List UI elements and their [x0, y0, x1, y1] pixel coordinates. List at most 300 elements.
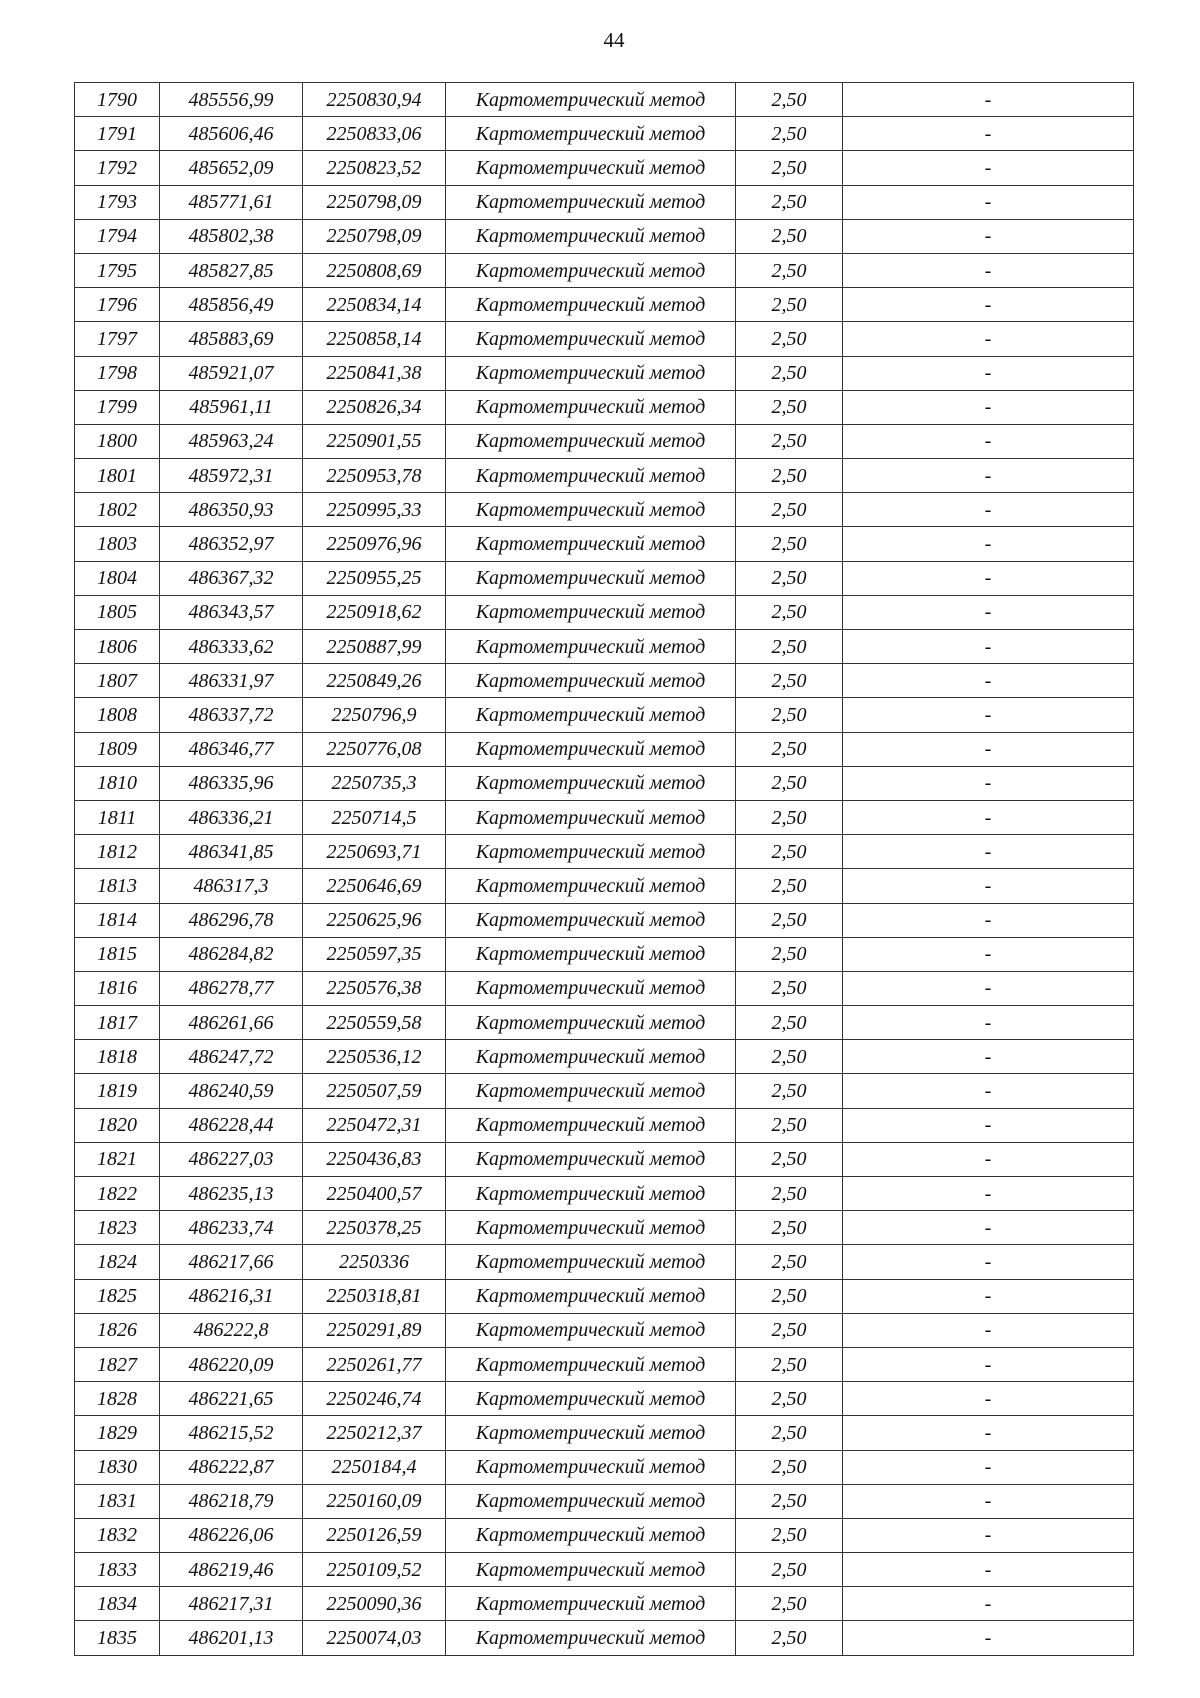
x-coordinate-cell: 485606,46: [160, 117, 303, 151]
description-cell: -: [843, 800, 1134, 834]
description-cell: -: [843, 424, 1134, 458]
point-number-cell: 1815: [75, 937, 160, 971]
point-number-cell: 1805: [75, 595, 160, 629]
method-cell: Картометрический метод: [446, 117, 736, 151]
y-coordinate-cell: 2250536,12: [303, 1040, 446, 1074]
accuracy-cell: 2,50: [736, 83, 843, 117]
accuracy-cell: 2,50: [736, 1108, 843, 1142]
accuracy-cell: 2,50: [736, 459, 843, 493]
x-coordinate-cell: 485556,99: [160, 83, 303, 117]
accuracy-cell: 2,50: [736, 1450, 843, 1484]
x-coordinate-cell: 485883,69: [160, 322, 303, 356]
method-cell: Картометрический метод: [446, 732, 736, 766]
method-cell: Картометрический метод: [446, 698, 736, 732]
x-coordinate-cell: 486296,78: [160, 903, 303, 937]
table-row: [75, 937, 1134, 971]
accuracy-cell: 2,50: [736, 1484, 843, 1518]
description-cell: -: [843, 356, 1134, 390]
x-coordinate-cell: 486215,52: [160, 1416, 303, 1450]
method-cell: Картометрический метод: [446, 1040, 736, 1074]
y-coordinate-cell: 2250400,57: [303, 1177, 446, 1211]
point-number-cell: 1825: [75, 1279, 160, 1313]
table-row: [75, 1074, 1134, 1108]
x-coordinate-cell: 486217,31: [160, 1587, 303, 1621]
table-row: [75, 527, 1134, 561]
y-coordinate-cell: 2250976,96: [303, 527, 446, 561]
point-number-cell: 1827: [75, 1347, 160, 1381]
accuracy-cell: 2,50: [736, 732, 843, 766]
x-coordinate-cell: 485963,24: [160, 424, 303, 458]
y-coordinate-cell: 2250995,33: [303, 493, 446, 527]
x-coordinate-cell: 485856,49: [160, 288, 303, 322]
point-number-cell: 1795: [75, 253, 160, 287]
method-cell: Картометрический метод: [446, 1211, 736, 1245]
accuracy-cell: 2,50: [736, 766, 843, 800]
table-row: [75, 1177, 1134, 1211]
y-coordinate-cell: 2250849,26: [303, 664, 446, 698]
x-coordinate-cell: 486240,59: [160, 1074, 303, 1108]
description-cell: -: [843, 1450, 1134, 1484]
method-cell: Картометрический метод: [446, 1177, 736, 1211]
accuracy-cell: 2,50: [736, 185, 843, 219]
y-coordinate-cell: 2250212,37: [303, 1416, 446, 1450]
point-number-cell: 1791: [75, 117, 160, 151]
description-cell: -: [843, 322, 1134, 356]
x-coordinate-cell: 486278,77: [160, 971, 303, 1005]
description-cell: -: [843, 459, 1134, 493]
method-cell: Картометрический метод: [446, 1142, 736, 1176]
y-coordinate-cell: 2250796,9: [303, 698, 446, 732]
description-cell: -: [843, 1518, 1134, 1552]
description-cell: -: [843, 698, 1134, 732]
table-row: [75, 971, 1134, 1005]
y-coordinate-cell: 2250318,81: [303, 1279, 446, 1313]
y-coordinate-cell: 2250160,09: [303, 1484, 446, 1518]
method-cell: Картометрический метод: [446, 151, 736, 185]
x-coordinate-cell: 486343,57: [160, 595, 303, 629]
description-cell: -: [843, 1382, 1134, 1416]
x-coordinate-cell: 485961,11: [160, 390, 303, 424]
accuracy-cell: 2,50: [736, 1040, 843, 1074]
y-coordinate-cell: 2250798,09: [303, 219, 446, 253]
y-coordinate-cell: 2250625,96: [303, 903, 446, 937]
point-number-cell: 1812: [75, 835, 160, 869]
table-row: [75, 630, 1134, 664]
table-row: [75, 698, 1134, 732]
x-coordinate-cell: 485771,61: [160, 185, 303, 219]
point-number-cell: 1823: [75, 1211, 160, 1245]
accuracy-cell: 2,50: [736, 1279, 843, 1313]
description-cell: -: [843, 835, 1134, 869]
y-coordinate-cell: 2250090,36: [303, 1587, 446, 1621]
point-number-cell: 1793: [75, 185, 160, 219]
x-coordinate-cell: 486367,32: [160, 561, 303, 595]
accuracy-cell: 2,50: [736, 493, 843, 527]
accuracy-cell: 2,50: [736, 698, 843, 732]
description-cell: -: [843, 937, 1134, 971]
x-coordinate-cell: 485972,31: [160, 459, 303, 493]
description-cell: -: [843, 1040, 1134, 1074]
y-coordinate-cell: 2250858,14: [303, 322, 446, 356]
point-number-cell: 1816: [75, 971, 160, 1005]
accuracy-cell: 2,50: [736, 595, 843, 629]
y-coordinate-cell: 2250261,77: [303, 1347, 446, 1381]
x-coordinate-cell: 486222,87: [160, 1450, 303, 1484]
method-cell: Картометрический метод: [446, 766, 736, 800]
x-coordinate-cell: 486217,66: [160, 1245, 303, 1279]
method-cell: Картометрический метод: [446, 288, 736, 322]
method-cell: Картометрический метод: [446, 356, 736, 390]
y-coordinate-cell: 2250887,99: [303, 630, 446, 664]
accuracy-cell: 2,50: [736, 937, 843, 971]
description-cell: -: [843, 1211, 1134, 1245]
table-row: [75, 903, 1134, 937]
point-number-cell: 1822: [75, 1177, 160, 1211]
description-cell: -: [843, 1553, 1134, 1587]
description-cell: -: [843, 253, 1134, 287]
table-row: [75, 1450, 1134, 1484]
description-cell: -: [843, 664, 1134, 698]
accuracy-cell: 2,50: [736, 424, 843, 458]
point-number-cell: 1799: [75, 390, 160, 424]
point-number-cell: 1809: [75, 732, 160, 766]
method-cell: Картометрический метод: [446, 869, 736, 903]
accuracy-cell: 2,50: [736, 1416, 843, 1450]
x-coordinate-cell: 486226,06: [160, 1518, 303, 1552]
accuracy-cell: 2,50: [736, 322, 843, 356]
point-number-cell: 1796: [75, 288, 160, 322]
method-cell: Картометрический метод: [446, 1279, 736, 1313]
accuracy-cell: 2,50: [736, 903, 843, 937]
accuracy-cell: 2,50: [736, 219, 843, 253]
x-coordinate-cell: 486222,8: [160, 1313, 303, 1347]
x-coordinate-cell: 486337,72: [160, 698, 303, 732]
x-coordinate-cell: 486235,13: [160, 1177, 303, 1211]
table-row: [75, 117, 1134, 151]
y-coordinate-cell: 2250833,06: [303, 117, 446, 151]
description-cell: -: [843, 288, 1134, 322]
accuracy-cell: 2,50: [736, 1177, 843, 1211]
table-row: [75, 1108, 1134, 1142]
method-cell: Картометрический метод: [446, 219, 736, 253]
y-coordinate-cell: 2250472,31: [303, 1108, 446, 1142]
y-coordinate-cell: 2250109,52: [303, 1553, 446, 1587]
accuracy-cell: 2,50: [736, 527, 843, 561]
y-coordinate-cell: 2250823,52: [303, 151, 446, 185]
method-cell: Картометрический метод: [446, 903, 736, 937]
table-row: [75, 869, 1134, 903]
method-cell: Картометрический метод: [446, 1587, 736, 1621]
point-number-cell: 1826: [75, 1313, 160, 1347]
accuracy-cell: 2,50: [736, 1074, 843, 1108]
x-coordinate-cell: 486201,13: [160, 1621, 303, 1655]
description-cell: -: [843, 527, 1134, 561]
point-number-cell: 1807: [75, 664, 160, 698]
page-number: 44: [603, 28, 625, 52]
method-cell: Картометрический метод: [446, 1621, 736, 1655]
description-cell: -: [843, 185, 1134, 219]
method-cell: Картометрический метод: [446, 1006, 736, 1040]
accuracy-cell: 2,50: [736, 630, 843, 664]
table-row: [75, 1484, 1134, 1518]
x-coordinate-cell: 486261,66: [160, 1006, 303, 1040]
method-cell: Картометрический метод: [446, 835, 736, 869]
point-number-cell: 1835: [75, 1621, 160, 1655]
description-cell: -: [843, 117, 1134, 151]
x-coordinate-cell: 486336,21: [160, 800, 303, 834]
description-cell: -: [843, 903, 1134, 937]
point-number-cell: 1819: [75, 1074, 160, 1108]
y-coordinate-cell: 2250798,09: [303, 185, 446, 219]
y-coordinate-cell: 2250714,5: [303, 800, 446, 834]
table-row: [75, 1006, 1134, 1040]
accuracy-cell: 2,50: [736, 1006, 843, 1040]
table-row: [75, 1416, 1134, 1450]
accuracy-cell: 2,50: [736, 1211, 843, 1245]
method-cell: Картометрический метод: [446, 1245, 736, 1279]
method-cell: Картометрический метод: [446, 630, 736, 664]
y-coordinate-cell: 2250246,74: [303, 1382, 446, 1416]
method-cell: Картометрический метод: [446, 390, 736, 424]
table-row: [75, 322, 1134, 356]
y-coordinate-cell: 2250776,08: [303, 732, 446, 766]
y-coordinate-cell: 2250918,62: [303, 595, 446, 629]
accuracy-cell: 2,50: [736, 1621, 843, 1655]
accuracy-cell: 2,50: [736, 561, 843, 595]
accuracy-cell: 2,50: [736, 971, 843, 1005]
x-coordinate-cell: 486218,79: [160, 1484, 303, 1518]
y-coordinate-cell: 2250597,35: [303, 937, 446, 971]
y-coordinate-cell: 2250826,34: [303, 390, 446, 424]
table-row: [75, 1313, 1134, 1347]
point-number-cell: 1833: [75, 1553, 160, 1587]
description-cell: -: [843, 869, 1134, 903]
method-cell: Картометрический метод: [446, 527, 736, 561]
y-coordinate-cell: 2250808,69: [303, 253, 446, 287]
accuracy-cell: 2,50: [736, 390, 843, 424]
y-coordinate-cell: 2250126,59: [303, 1518, 446, 1552]
accuracy-cell: 2,50: [736, 356, 843, 390]
y-coordinate-cell: 2250834,14: [303, 288, 446, 322]
accuracy-cell: 2,50: [736, 800, 843, 834]
description-cell: -: [843, 1142, 1134, 1176]
table-row: [75, 1621, 1134, 1655]
x-coordinate-cell: 485802,38: [160, 219, 303, 253]
accuracy-cell: 2,50: [736, 1518, 843, 1552]
table-row: [75, 766, 1134, 800]
point-number-cell: 1818: [75, 1040, 160, 1074]
x-coordinate-cell: 486333,62: [160, 630, 303, 664]
table-row: [75, 493, 1134, 527]
point-number-cell: 1824: [75, 1245, 160, 1279]
point-number-cell: 1808: [75, 698, 160, 732]
table-row: [75, 390, 1134, 424]
y-coordinate-cell: 2250559,58: [303, 1006, 446, 1040]
y-coordinate-cell: 2250074,03: [303, 1621, 446, 1655]
table-row: [75, 219, 1134, 253]
point-number-cell: 1802: [75, 493, 160, 527]
table-row: [75, 1040, 1134, 1074]
method-cell: Картометрический метод: [446, 253, 736, 287]
point-number-cell: 1832: [75, 1518, 160, 1552]
description-cell: -: [843, 630, 1134, 664]
y-coordinate-cell: 2250841,38: [303, 356, 446, 390]
x-coordinate-cell: 486284,82: [160, 937, 303, 971]
x-coordinate-cell: 486331,97: [160, 664, 303, 698]
y-coordinate-cell: 2250336: [303, 1245, 446, 1279]
point-number-cell: 1813: [75, 869, 160, 903]
y-coordinate-cell: 2250830,94: [303, 83, 446, 117]
accuracy-cell: 2,50: [736, 117, 843, 151]
table-row: [75, 459, 1134, 493]
method-cell: Картометрический метод: [446, 1416, 736, 1450]
table-row: [75, 1382, 1134, 1416]
x-coordinate-cell: 486317,3: [160, 869, 303, 903]
description-cell: -: [843, 766, 1134, 800]
method-cell: Картометрический метод: [446, 664, 736, 698]
method-cell: Картометрический метод: [446, 1108, 736, 1142]
y-coordinate-cell: 2250901,55: [303, 424, 446, 458]
point-number-cell: 1830: [75, 1450, 160, 1484]
point-number-cell: 1821: [75, 1142, 160, 1176]
accuracy-cell: 2,50: [736, 253, 843, 287]
y-coordinate-cell: 2250507,59: [303, 1074, 446, 1108]
table-row: [75, 732, 1134, 766]
point-number-cell: 1804: [75, 561, 160, 595]
x-coordinate-cell: 485827,85: [160, 253, 303, 287]
description-cell: -: [843, 971, 1134, 1005]
y-coordinate-cell: 2250378,25: [303, 1211, 446, 1245]
table-row: [75, 561, 1134, 595]
accuracy-cell: 2,50: [736, 869, 843, 903]
point-number-cell: 1817: [75, 1006, 160, 1040]
x-coordinate-cell: 486247,72: [160, 1040, 303, 1074]
accuracy-cell: 2,50: [736, 1142, 843, 1176]
description-cell: -: [843, 1006, 1134, 1040]
point-number-cell: 1814: [75, 903, 160, 937]
y-coordinate-cell: 2250735,3: [303, 766, 446, 800]
description-cell: -: [843, 219, 1134, 253]
accuracy-cell: 2,50: [736, 288, 843, 322]
table-row: [75, 595, 1134, 629]
method-cell: Картометрический метод: [446, 937, 736, 971]
table-row: [75, 800, 1134, 834]
table-row: [75, 835, 1134, 869]
description-cell: -: [843, 1074, 1134, 1108]
x-coordinate-cell: 485652,09: [160, 151, 303, 185]
description-cell: -: [843, 1416, 1134, 1450]
description-cell: -: [843, 561, 1134, 595]
x-coordinate-cell: 486233,74: [160, 1211, 303, 1245]
point-number-cell: 1834: [75, 1587, 160, 1621]
y-coordinate-cell: 2250576,38: [303, 971, 446, 1005]
x-coordinate-cell: 486350,93: [160, 493, 303, 527]
table-row: [75, 1211, 1134, 1245]
method-cell: Картометрический метод: [446, 493, 736, 527]
method-cell: Картометрический метод: [446, 185, 736, 219]
point-number-cell: 1798: [75, 356, 160, 390]
x-coordinate-cell: 486228,44: [160, 1108, 303, 1142]
table-row: [75, 1347, 1134, 1381]
point-number-cell: 1797: [75, 322, 160, 356]
table-row: [75, 1142, 1134, 1176]
table-row: [75, 185, 1134, 219]
point-number-cell: 1803: [75, 527, 160, 561]
point-number-cell: 1831: [75, 1484, 160, 1518]
x-coordinate-cell: 486221,65: [160, 1382, 303, 1416]
description-cell: -: [843, 1587, 1134, 1621]
method-cell: Картометрический метод: [446, 1518, 736, 1552]
description-cell: -: [843, 1279, 1134, 1313]
accuracy-cell: 2,50: [736, 151, 843, 185]
method-cell: Картометрический метод: [446, 1382, 736, 1416]
accuracy-cell: 2,50: [736, 1313, 843, 1347]
method-cell: Картометрический метод: [446, 1313, 736, 1347]
method-cell: Картометрический метод: [446, 1074, 736, 1108]
point-number-cell: 1792: [75, 151, 160, 185]
description-cell: -: [843, 1245, 1134, 1279]
point-number-cell: 1790: [75, 83, 160, 117]
y-coordinate-cell: 2250646,69: [303, 869, 446, 903]
description-cell: -: [843, 595, 1134, 629]
coordinates-table: [74, 82, 1134, 1656]
method-cell: Картометрический метод: [446, 1553, 736, 1587]
y-coordinate-cell: 2250291,89: [303, 1313, 446, 1347]
table-row: [75, 1518, 1134, 1552]
point-number-cell: 1810: [75, 766, 160, 800]
accuracy-cell: 2,50: [736, 835, 843, 869]
table-row: [75, 151, 1134, 185]
x-coordinate-cell: 486335,96: [160, 766, 303, 800]
method-cell: Картометрический метод: [446, 561, 736, 595]
method-cell: Картометрический метод: [446, 424, 736, 458]
method-cell: Картометрический метод: [446, 595, 736, 629]
table-row: [75, 1279, 1134, 1313]
table-row: [75, 288, 1134, 322]
method-cell: Картометрический метод: [446, 83, 736, 117]
accuracy-cell: 2,50: [736, 1347, 843, 1381]
description-cell: -: [843, 1484, 1134, 1518]
table-row: [75, 1245, 1134, 1279]
description-cell: -: [843, 1108, 1134, 1142]
description-cell: -: [843, 151, 1134, 185]
description-cell: -: [843, 83, 1134, 117]
x-coordinate-cell: 486219,46: [160, 1553, 303, 1587]
point-number-cell: 1806: [75, 630, 160, 664]
point-number-cell: 1828: [75, 1382, 160, 1416]
description-cell: -: [843, 1347, 1134, 1381]
point-number-cell: 1829: [75, 1416, 160, 1450]
y-coordinate-cell: 2250693,71: [303, 835, 446, 869]
table-row: [75, 253, 1134, 287]
y-coordinate-cell: 2250955,25: [303, 561, 446, 595]
point-number-cell: 1820: [75, 1108, 160, 1142]
method-cell: Картометрический метод: [446, 459, 736, 493]
x-coordinate-cell: 486346,77: [160, 732, 303, 766]
x-coordinate-cell: 485921,07: [160, 356, 303, 390]
description-cell: -: [843, 493, 1134, 527]
table-row: [75, 1553, 1134, 1587]
accuracy-cell: 2,50: [736, 664, 843, 698]
accuracy-cell: 2,50: [736, 1245, 843, 1279]
point-number-cell: 1811: [75, 800, 160, 834]
description-cell: -: [843, 390, 1134, 424]
x-coordinate-cell: 486227,03: [160, 1142, 303, 1176]
description-cell: -: [843, 1177, 1134, 1211]
x-coordinate-cell: 486216,31: [160, 1279, 303, 1313]
x-coordinate-cell: 486352,97: [160, 527, 303, 561]
method-cell: Картометрический метод: [446, 1484, 736, 1518]
